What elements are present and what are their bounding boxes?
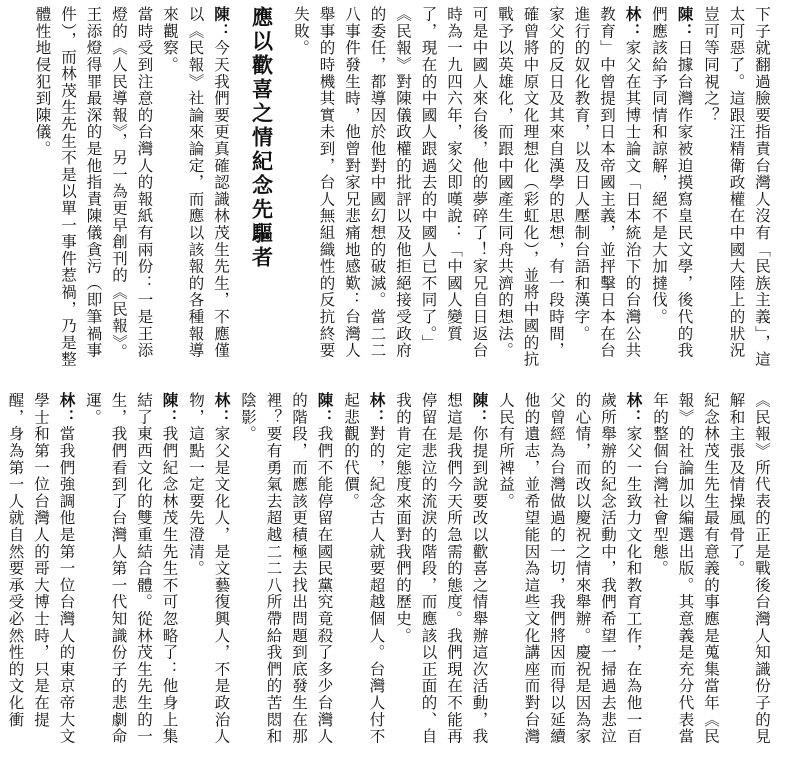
paragraph: 陳：我們紀念林茂生先生不可忽略了：他身上集結了東西文化的雙重結合體。從林茂生先生的一生，我們看到了台灣人第一代知識份子的悲劇命運。	[84, 392, 180, 745]
paragraph: 下子就翻過臉要指責台灣人沒有「民族主義」，這太可惡了。這跟汪精衛政權在中國大陸上的狀況豈可等同視之？	[702, 6, 771, 368]
paragraph: 林：家父是文化人，是文藝復興人，不是政治人物，這點一定要先澄清。	[187, 392, 232, 745]
paragraph: 家父的反日及其來自漢學的思想，有一段時間，確曾將中原文化理想化（彩虹化），並將中國的抗戰予以英雄化，而跟中國產生同舟共濟的想法。可是中國人來台後，他的夢碎了！家兄自日返台時為一九四六年，家父即嘆說：「中國人變質了，現在的中國人跟過去的中國人已不同了。」《民報》對陳儀政權的批評以及他拒絕接受政府的委任，都導因於他對中國幻想的破滅。當二二八事件發生時，他曾對家兄悲痛地感歎：台灣人舉事的時機其實未到，台人無組織性的反抗終要失敗。	[292, 6, 565, 368]
speaker-label: 陳：	[470, 392, 490, 426]
paragraph: 陳：今天我們要更真確認識林茂生先生，不應僅以《民報》社論來論定，而應以該報的各種報導來觀察。	[161, 6, 231, 359]
speaker-label: 陳：	[315, 392, 335, 426]
paragraph: 林：當我們強調他是第一位台灣人的東京帝大文學士和第一位台灣人的哥大博士時，只是在提醒，身為第一人就自然要承受必然性的文化衝	[6, 392, 77, 745]
upper-text-band	[14, 6, 774, 368]
paragraph: 林：對的，紀念古人就要超越個人。台灣人付不起悲觀的代價。	[342, 392, 387, 745]
speaker-label: 林：	[57, 392, 77, 426]
paragraph: 《民報》所代表的正是戰後台灣人知識份子的見解和主張及情操風骨了。	[727, 392, 771, 745]
speaker-label: 陳：	[160, 392, 180, 426]
paragraph: 紀念林茂生先生最有意義的事應是蒐集當年《民報》的社論加以編選出版。其意義是充分代表當年的整個台灣社會型態。	[651, 392, 720, 745]
paragraph: 林：家父一生致力文化和教育工作，在為他一百歲所舉辦的紀念活動中，我們希望一掃過去悲泣的心情，而改以慶祝之情來舉辦。慶祝是因為家父曾經為台灣做過的一切，我們將因而得以延續他的遺志，並希望能因為這些文化講座而對台灣人民有所裨益。	[497, 392, 644, 745]
paragraph: 陳：我們不能停留在國民黨究竟殺了多少台灣人的階段，而應該更積極去找出問題到底發生在那裡？要有勇氣去超越二二八所帶給我們的苦悶和陰影。	[239, 392, 335, 745]
section-heading: 應以歡喜之情紀念先驅者	[249, 6, 274, 270]
speaker-label: 林：	[212, 392, 232, 426]
lower-text-band	[6, 392, 774, 754]
paragraph: 林：家父在其博士論文「日本統治下的台灣公共教育」中曾提到日本帝國主義，並抨擊日本在台進行的奴化教育，以及日人壓制台語和漢字。	[572, 6, 643, 359]
paragraph: 陳：你提到說要改以歡喜之情舉辦這次活動，我想這是我們今天所急需的態度。我們現在不能再停留在悲泣的流淚的階段，而應該以正面的、自我的肯定態度來面對我們的歷史。	[394, 392, 490, 745]
paragraph: 當時受到注意的台灣人的報紙有兩份：一是王添燈的《人民導報》，另一為更早創刊的《民報》。王添燈得罪最深的是他指責陳儀貪污（即筆禍事件），而林茂生先生不是以單一事件惹禍，乃是整體性地侵犯到陳儀。	[33, 6, 154, 368]
speaker-label: 陳：	[675, 6, 695, 40]
speaker-label: 林：	[367, 392, 387, 426]
paragraph: 陳：日據台灣作家被迫摸寫皇民文學，後代的我們應該給予同情和諒解，絕不是大加撻伐。	[650, 6, 695, 359]
speaker-label: 林：	[624, 392, 644, 426]
speaker-label: 林：	[623, 6, 643, 40]
speaker-label: 陳：	[212, 6, 231, 40]
